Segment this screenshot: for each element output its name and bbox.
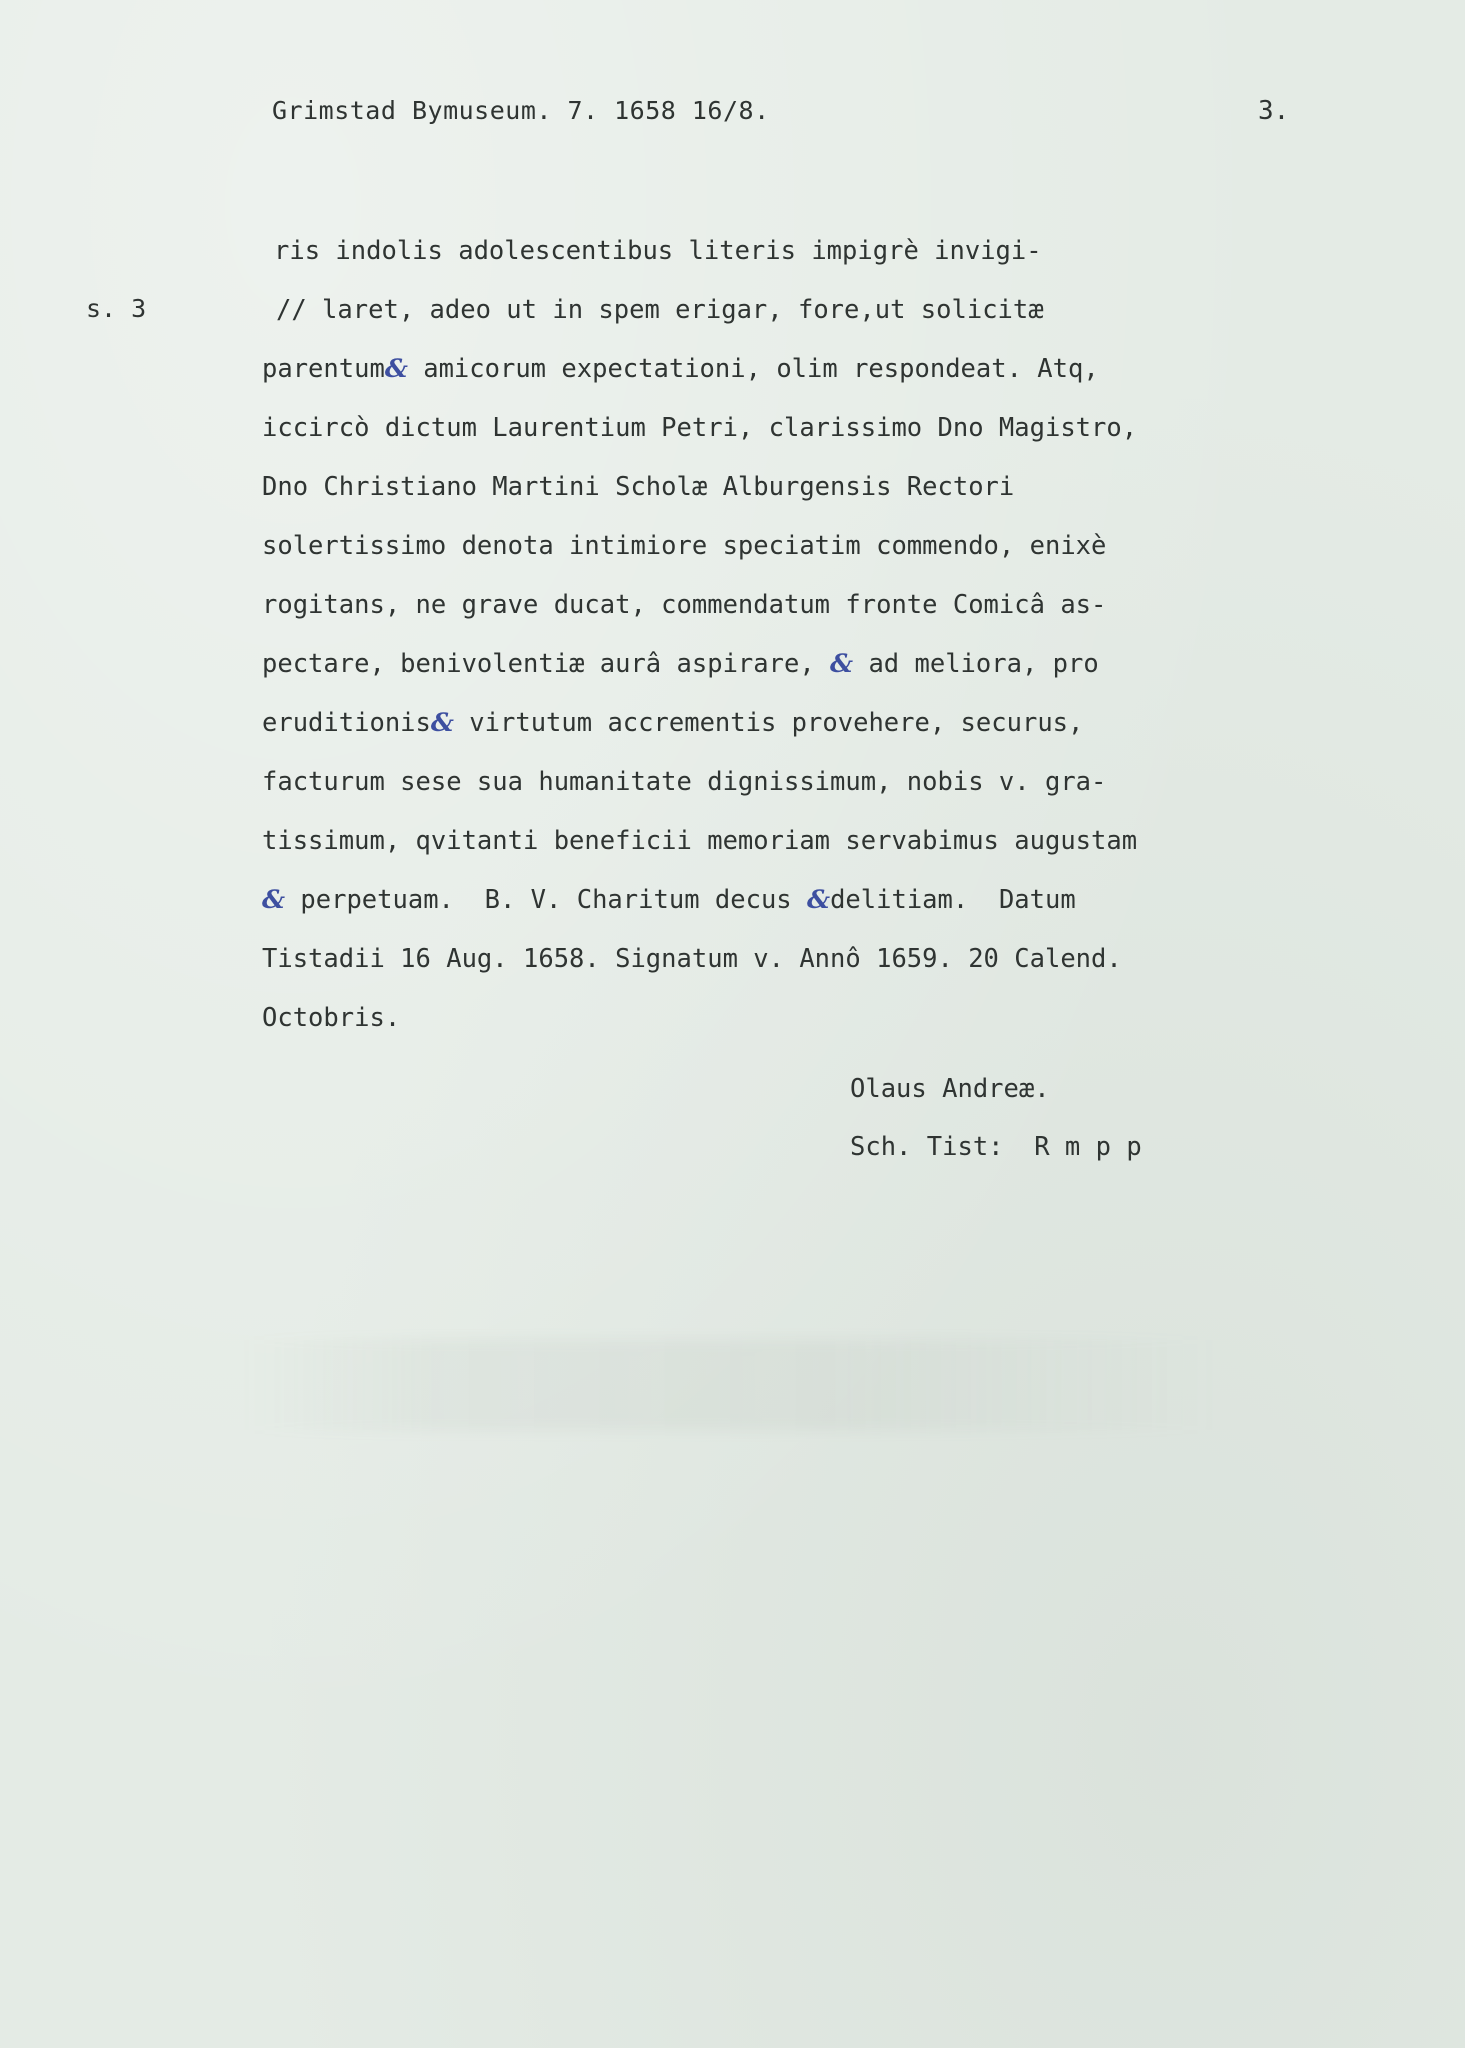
- text-line-3: [262, 340, 1262, 399]
- text-segment: pectare, benivolentiæ aurâ aspirare,: [262, 649, 815, 679]
- text-line-8: [262, 635, 1262, 694]
- text-segment: perpetuam. B. V. Charitum decus: [300, 885, 792, 915]
- text-segment: virtutum accrementis provehere, securus,: [469, 708, 1084, 738]
- text-line-7: rogitans, ne grave ducat, commendatum fronte Comicâ as-: [262, 590, 1107, 620]
- text-line-13: Tistadii 16 Aug. 1658. Signatum v. Annô 1659. 20 Calend.: [262, 944, 1122, 974]
- page-number: 3.: [1258, 96, 1290, 126]
- ampersand-mark: &: [384, 354, 408, 384]
- ampersand-mark: &: [262, 885, 286, 915]
- signatory-title: Sch. Tist: R m p p: [850, 1132, 1142, 1162]
- text-line-6: solertissimo denota intimiore speciatim commendo, enixè: [262, 531, 1107, 561]
- ampersand-mark: &: [830, 649, 854, 679]
- margin-page-reference: s. 3: [86, 294, 147, 323]
- text-line-14: Octobris.: [262, 1003, 401, 1033]
- signature-block: [850, 1060, 1142, 1176]
- text-line-5: Dno Christiano Martini Scholæ Alburgensis Rectori: [262, 472, 1015, 502]
- text-segment: ad meliora, pro: [868, 649, 1099, 679]
- text-line-12: [262, 871, 1262, 930]
- ampersand-mark: &: [807, 885, 831, 915]
- text-segment: delitiam. Datum: [830, 885, 1076, 915]
- text-line-9: [262, 694, 1262, 753]
- text-line-4: iccircò dictum Laurentium Petri, clarissimo Dno Magistro,: [262, 413, 1138, 443]
- letter-body: [262, 222, 1262, 1048]
- ampersand-mark: &: [430, 708, 454, 738]
- bleed-through-shadow: [240, 1340, 1220, 1430]
- text-segment: parentum: [262, 354, 385, 384]
- text-segment: eruditionis: [262, 708, 431, 738]
- archive-header: Grimstad Bymuseum. 7. 1658 16/8.: [272, 96, 770, 125]
- text-line-11: tissimum, qvitanti beneficii memoriam servabimus augustam: [262, 826, 1138, 856]
- text-line-1: ris indolis adolescentibus literis impigrè invigi-: [274, 236, 1042, 266]
- text-line-10: facturum sese sua humanitate dignissimum, nobis v. gra-: [262, 767, 1107, 797]
- text-segment: amicorum expectationi, olim respondeat. Atq,: [423, 354, 1099, 384]
- signatory-name: Olaus Andreæ.: [850, 1074, 1050, 1104]
- text-line-2: // laret, adeo ut in spem erigar, fore,ut solicitæ: [276, 295, 1044, 325]
